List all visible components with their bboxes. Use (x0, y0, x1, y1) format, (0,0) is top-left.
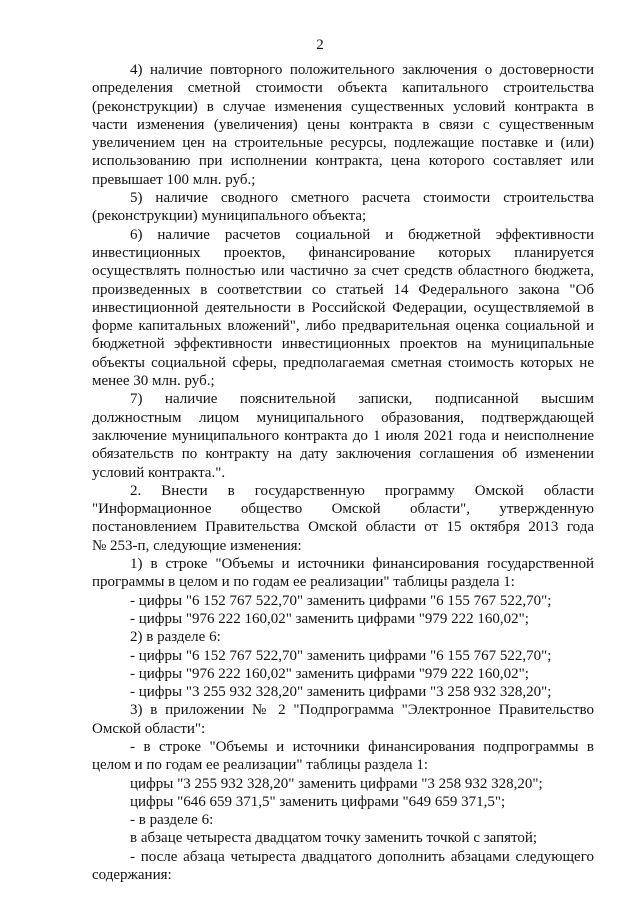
text-line: менее 30 млн. руб.; (92, 373, 215, 390)
text-line: 7) наличие пояснительной записки, подписанной высшим (130, 391, 594, 408)
text-line: бюджетной эффективности инвестиционных проектов на муниципальные (92, 336, 594, 353)
text-line: 3) в приложении № 2 "Подпрограмма "Электронное Правительство (130, 702, 594, 719)
text-line: инвестиционной деятельности в Российской Федерации, осуществляемой в (92, 299, 594, 316)
text-line: - цифры "976 222 160,02" заменить цифрами "979 222 160,02"; (130, 665, 529, 682)
text-line: - в строке "Объемы и источники финансирования подпрограммы в (130, 738, 594, 755)
text-line: 5) наличие сводного сметного расчета стоимости строительства (130, 190, 594, 207)
text-line: (реконструкции) в случае изменения существенных условий контракта в (92, 98, 594, 115)
text-line: заключение муниципального контракта до 1 июля 2021 года и неисполнение (92, 427, 594, 444)
text-line: - цифры "3 255 932 328,20" заменить цифрами "3 258 932 328,20"; (130, 684, 552, 701)
text-line: № 253-п, следующие изменения: (92, 537, 302, 554)
text-line: 2) в разделе 6: (130, 629, 221, 646)
text-line: - после абзаца четыреста двадцатого дополнить абзацами следующего (130, 848, 594, 865)
text-line: инвестиционных проектов, финансирование которых планируется (92, 244, 594, 261)
page-number: 2 (316, 37, 324, 53)
text-line: 6) наличие расчетов социальной и бюджетной эффективности (130, 226, 594, 243)
text-line: - цифры "6 152 767 522,70" заменить цифрами "6 155 767 522,70"; (130, 592, 552, 609)
text-line: произведенных в соответствии со статьей 14 Федерального закона "Об (92, 281, 594, 298)
text-line: 1) в строке "Объемы и источники финансирования государственной (130, 556, 594, 573)
text-line: цифры "3 255 932 328,20" заменить цифрами "3 258 932 328,20"; (130, 775, 543, 792)
text-line: Омской области": (92, 720, 206, 737)
text-line: превышает 100 млн. руб.; (92, 171, 256, 188)
text-line: (реконструкции) муниципального объекта; (92, 208, 367, 225)
text-line: - в разделе 6: (130, 812, 214, 829)
text-line: содержания: (92, 867, 172, 884)
text-line: в абзаце четыреста двадцатом точку заменить точкой с запятой; (130, 830, 538, 847)
text-line: объекты социальной сферы, предполагаемая сметная стоимость которых не (92, 354, 594, 371)
text-line: целом и по годам ее реализации" таблицы раздела 1: (92, 757, 428, 774)
text-line: 4) наличие повторного положительного заключения о достоверности (130, 62, 594, 78)
text-line: увеличением цен на строительные ресурсы, подлежащие поставке и (или) (92, 135, 594, 152)
text-line: "Информационное общество Омской области", утвержденную (92, 501, 594, 518)
text-line: 2. Внести в государственную программу Омской области (130, 482, 594, 499)
text-line: - цифры "976 222 160,02" заменить цифрами "979 222 160,02"; (130, 610, 529, 627)
text-line: - цифры "6 152 767 522,70" заменить цифрами "6 155 767 522,70"; (130, 647, 552, 664)
text-line: цифры "646 659 371,5" заменить цифрами "649 659 371,5"; (130, 793, 506, 810)
text-line: программы в целом и по годам ее реализации" таблицы раздела 1: (92, 574, 515, 591)
text-line: определения сметной стоимости объекта капитального строительства (92, 80, 594, 97)
text-line: обязательств по контракту на дату заключения соглашения об изменении (92, 446, 594, 463)
text-line: постановлением Правительства Омской области от 15 октября 2013 года (92, 519, 594, 536)
text-line: должностным лицом муниципального образования, подтверждающей (92, 409, 594, 426)
text-line: осуществлять полностью или частично за счет средств областного бюджета, (92, 263, 594, 280)
text-line: части изменения (увеличения) цены контракта в связи с существенным (92, 116, 594, 133)
document-body (92, 61, 594, 884)
text-line: форме капитальных вложений", либо предварительная оценка социальной и (92, 318, 594, 335)
text-line: условий контракта.". (92, 464, 226, 481)
text-line: использованию при исполнении контракта, цена которого составляет или (92, 153, 594, 170)
